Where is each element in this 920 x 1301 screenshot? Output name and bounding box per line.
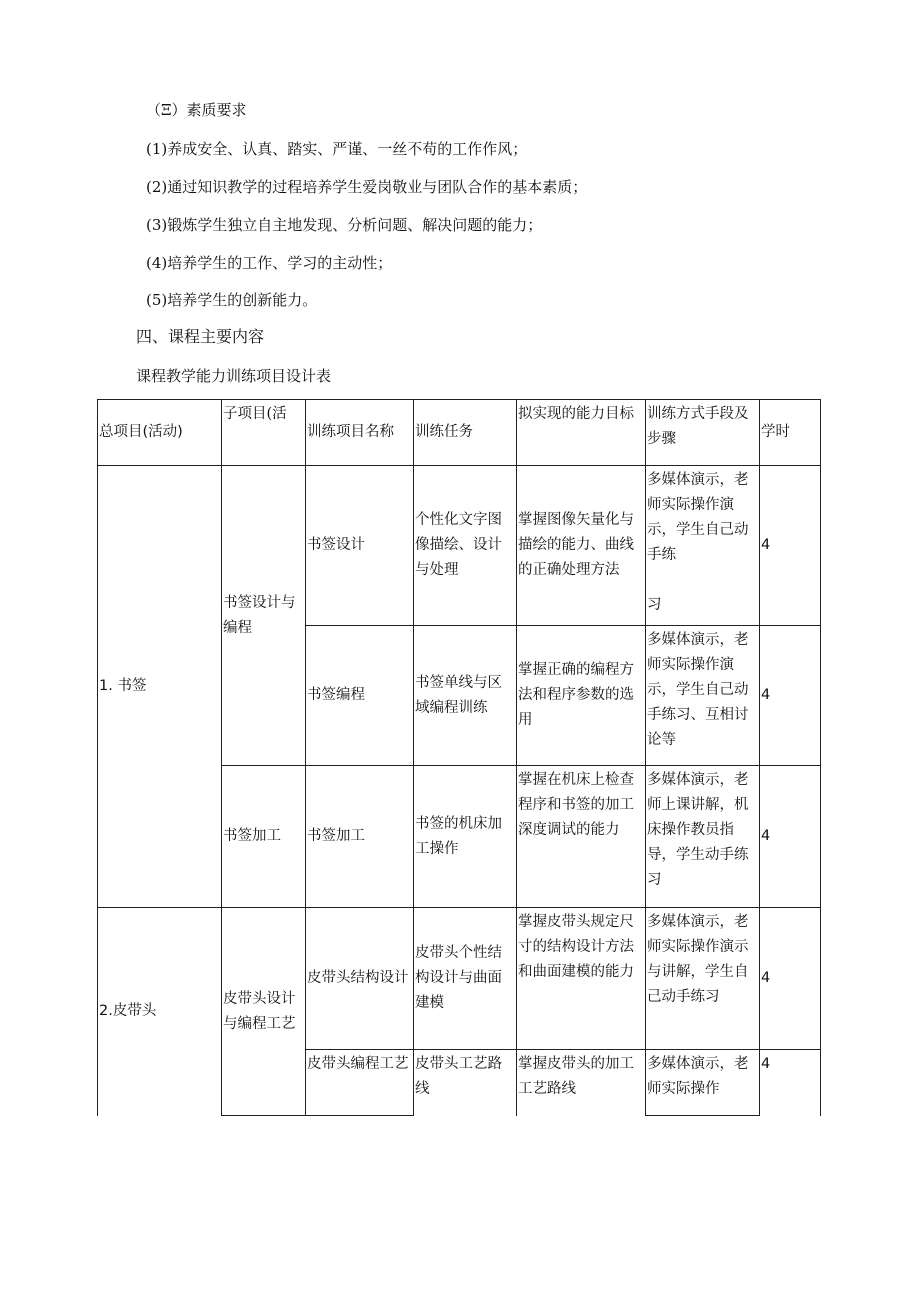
task-cell: 书签的机床加工操作 [414,766,517,908]
hours-cell: 4 [760,466,821,626]
quality-item: (1)养成安全、认真、踏实、严谨、一丝不苟的工作作风； [146,140,528,158]
method-cell: 多媒体演示，老师实际操作演示，学生自己动手练习、互相讨论等 [646,626,760,766]
table-header-row [98,400,821,466]
training-project-table [97,399,821,1116]
method-cell: 多媒体演示，老师实际操作演示与讲解，学生自己动手练习 [646,908,760,1050]
header-cell: 训练任务 [414,400,517,466]
header-cell: 训练方式手段及步骤 [646,400,760,466]
hours-cell: 4 [760,1050,821,1116]
table-caption: 课程教学能力训练项目设计表 [136,367,332,385]
task-cell: 书签单线与区域编程训练 [414,626,517,766]
method-cell: 多媒体演示，老师上课讲解，机床操作教员指导，学生动手练习 [646,766,760,908]
quality-item: (5)培养学生的创新能力。 [146,291,318,309]
method-cell: 多媒体演示，老师实际操作演示，学生自己动手练 习 [646,466,760,626]
quality-heading: （Ξ）素质要求 [146,101,247,119]
name-cell: 书签编程 [306,626,414,766]
header-cell: 拟实现的能力目标 [517,400,646,466]
subproject-cell: 书签加工 [222,766,306,908]
goal-cell: 掌握正确的编程方法和程序参数的选用 [517,626,646,766]
name-cell: 皮带头编程工艺 [306,1050,414,1116]
table-row [98,908,821,1050]
goal-cell: 掌握皮带头规定尺寸的结构设计方法和曲面建模的能力 [517,908,646,1050]
goal-cell: 掌握皮带头的加工工艺路线 [517,1050,646,1116]
section-title: 四、课程主要内容 [136,327,265,346]
name-cell: 皮带头结构设计 [306,908,414,1050]
project-cell: 1. 书签 [98,466,222,908]
name-cell: 书签加工 [306,766,414,908]
project-cell: 2.皮带头 [98,908,222,1116]
name-cell: 书签设计 [306,466,414,626]
header-cell: 学时 [760,400,821,466]
method-cell: 多媒体演示，老师实际操作 [646,1050,760,1116]
hours-cell: 4 [760,908,821,1050]
subproject-cell: 皮带头设计与编程工艺 [222,908,306,1116]
header-cell: 子项目(活 [222,400,306,466]
header-cell: 总项目(活动) [98,400,222,466]
header-cell: 训练项目名称 [306,400,414,466]
task-cell: 皮带头个性结构设计与曲面建模 [414,908,517,1050]
task-cell: 个性化文字图像描绘、设计与处理 [414,466,517,626]
goal-cell: 掌握图像矢量化与描绘的能力、曲线的正确处理方法 [517,466,646,626]
goal-cell: 掌握在机床上检查程序和书签的加工深度调试的能力 [517,766,646,908]
task-cell: 皮带头工艺路线 [414,1050,517,1116]
table-row [98,466,821,626]
subproject-cell: 书签设计与编程 [222,466,306,766]
quality-item: (2)通过知识教学的过程培养学生爱岗敬业与团队合作的基本素质； [146,178,588,196]
hours-cell: 4 [760,626,821,766]
quality-item: (3)锻炼学生独立自主地发现、分析问题、解决问题的能力； [146,216,543,234]
hours-cell: 4 [760,766,821,908]
quality-item: (4)培养学生的工作、学习的主动性； [146,254,393,272]
